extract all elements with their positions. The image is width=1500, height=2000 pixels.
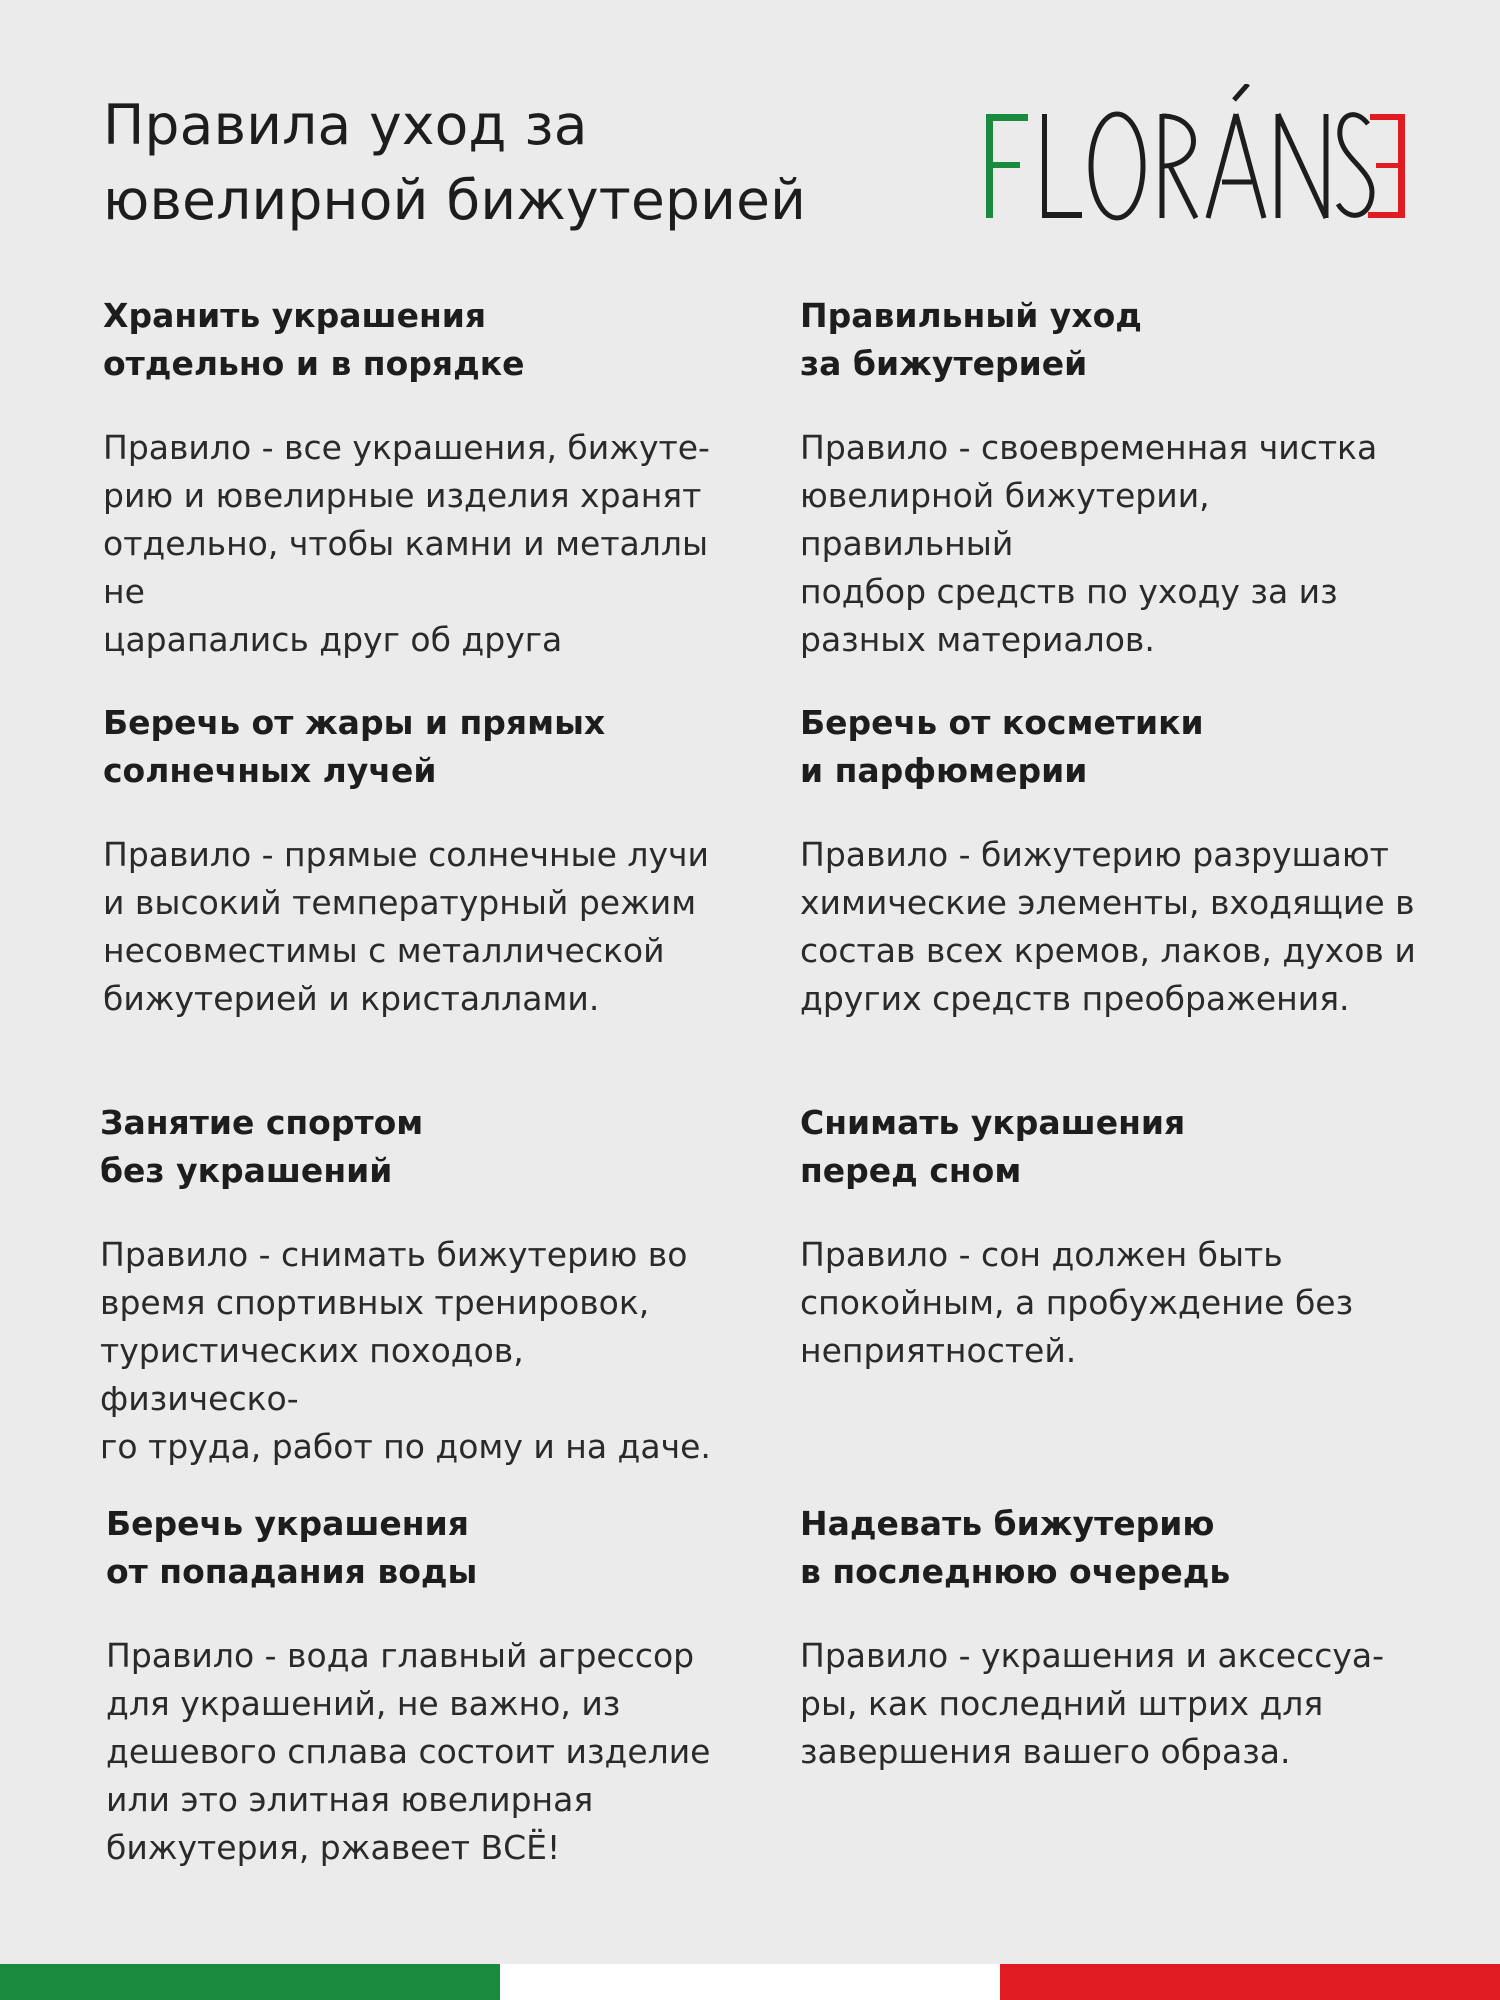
flag-stripe-green [0, 1964, 500, 2000]
logo-letter-l [1042, 114, 1082, 218]
rule-heading: Хранить украшения отдельно и в порядке [103, 296, 525, 383]
rule-body: Правило - вода главный агрессор для украшений, не важно, из дешевого сплава состоит изделие или это элитная ювелирная бижутерия, ржавеет ВСЁ! [106, 1636, 711, 1867]
rule-store-separately [103, 292, 723, 664]
rule-body: Правило - снимать бижутерию во время спортивных тренировок, туристических походов, физическо- го труда, работ по дому и на даче. [100, 1235, 711, 1466]
flag-stripe-white [500, 1964, 1000, 2000]
rule-body: Правило - сон должен быть спокойным, а пробуждение без неприятностей. [800, 1235, 1354, 1370]
rule-heading: Беречь украшения от попадания воды [106, 1504, 478, 1591]
rule-heading: Занятие спортом без украшений [100, 1103, 424, 1190]
rule-protect-from-cosmetics [800, 699, 1420, 1023]
logo-letter-a [1208, 84, 1264, 218]
flag-stripe-red [1000, 1964, 1500, 2000]
rule-proper-care [800, 292, 1420, 664]
rule-body: Правило - прямые солнечные лучи и высокий температурный режим несовместимы с металлической бижутерией и кристаллами. [103, 835, 709, 1018]
logo-letter-o [1091, 114, 1143, 218]
rule-sport-without-jewelry [100, 1099, 720, 1471]
logo-letter-e-red [1368, 114, 1405, 218]
logo-letter-f [986, 114, 1028, 218]
page-title: Правила уход за ювелирной бижутерией [103, 93, 807, 232]
rule-body: Правило - украшения и аксессуа- ры, как последний штрих для завершения вашего образа. [800, 1636, 1385, 1771]
rule-remove-before-sleep [800, 1099, 1420, 1375]
rule-protect-from-heat [103, 699, 723, 1023]
rule-body: Правило - все украшения, бижуте- рию и ювелирные изделия хранят отдельно, чтобы камни и металлы не царапались друг об друга [103, 428, 710, 659]
rule-heading: Беречь от жары и прямых солнечных лучей [103, 703, 606, 790]
rule-heading: Беречь от косметики и парфюмерии [800, 703, 1204, 790]
rule-heading: Снимать украшения перед сном [800, 1103, 1186, 1190]
rule-heading: Надевать бижутерию в последнюю очередь [800, 1504, 1231, 1591]
logo-letter-r [1162, 114, 1196, 218]
rule-put-on-last [800, 1500, 1420, 1776]
rule-body: Правило - бижутерию разрушают химические элементы, входящие в состав всех кремов, лаков, духов и других средств преображения. [800, 835, 1416, 1018]
floranse-logo [982, 84, 1410, 222]
logo-letter-s [1338, 115, 1372, 216]
italian-flag-bar [0, 1964, 1500, 2000]
rule-heading: Правильный уход за бижутерией [800, 296, 1142, 383]
logo-letter-n [1278, 114, 1326, 218]
rule-body: Правило - своевременная чистка ювелирной бижутерии, правильный подбор средств по уходу за из разных материалов. [800, 428, 1378, 659]
rule-protect-from-water [106, 1500, 726, 1872]
